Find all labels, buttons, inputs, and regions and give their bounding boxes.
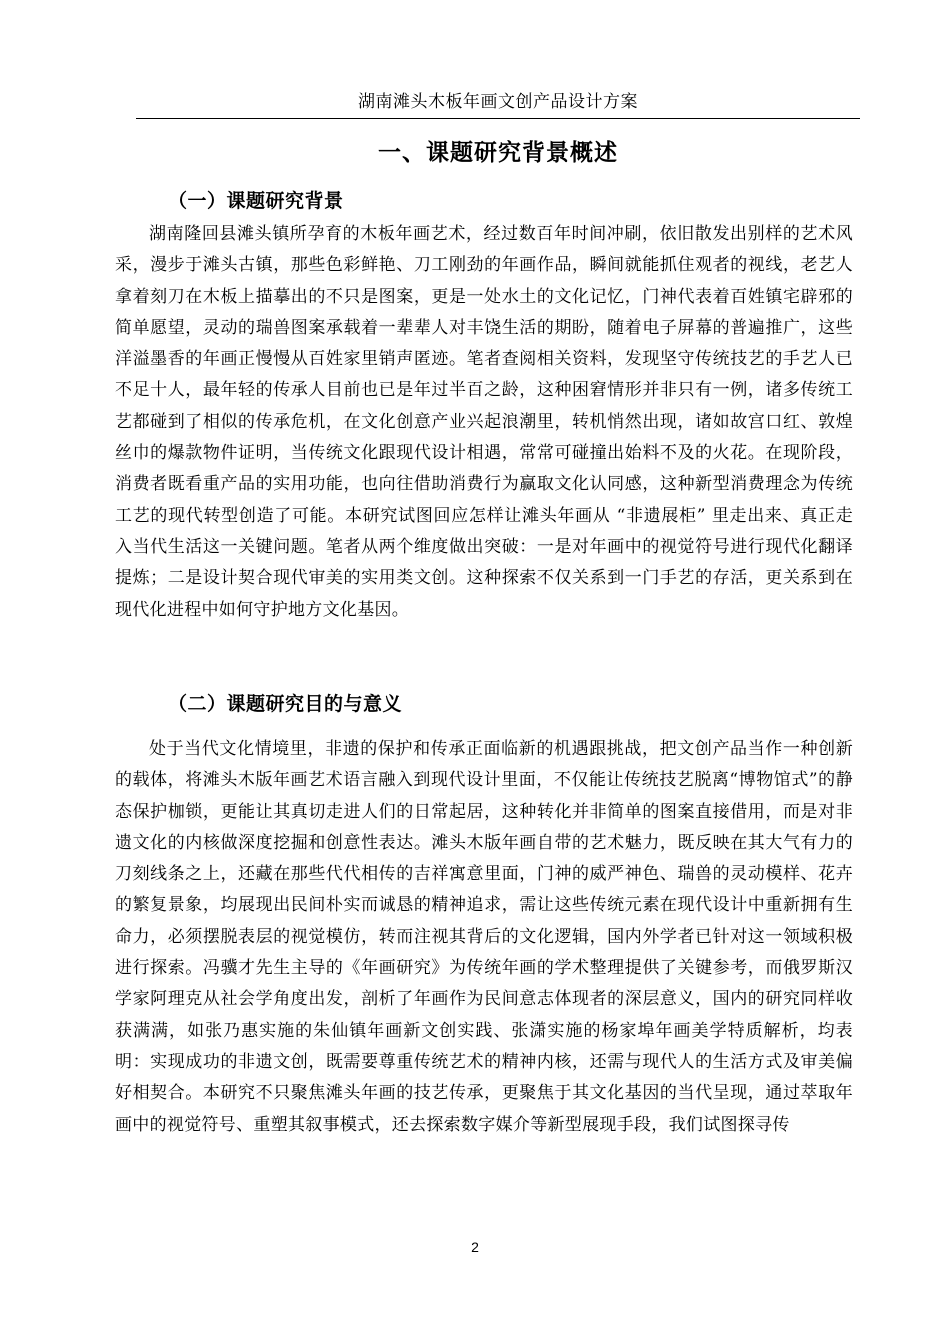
paragraph-purpose: 处于当代文化情境里，非遗的保护和传承正面临新的机遇跟挑战，把文创产品当作一种创新的载体，将滩头木版年画艺术语言融入到现代设计里面，不仅能让传统技艺脱离“博物馆式”的静态保护枷锁，更能让其真切走进人们的日常起居，这种转化并非简单的图案直接借用，而是对非遗文化的内核做深度挖掘和创意性表达。滩头木版年画自带的艺术魅力，既反映在其大气有力的刀刻线条之上，还藏在那些代代相传的吉祥寓意里面，门神的威严神色、瑞兽的灵动模样、花卉的繁复景象，均展现出民间朴实而诚恳的精神追求，需让这些传统元素在现代设计中重新拥有生命力，必须摆脱表层的视觉模仿，转而注视其背后的文化逻辑，国内外学者已针对这一领域积极进行探索。冯骥才先生主导的《年画研究》为传统年画的学术整理提供了关键参考，而俄罗斯汉学家阿理克从社会学角度出发，剖析了年画作为民间意志体现者的深层意义，国内的研究同样收获满满，如张乃惠实施的朱仙镇年画新文创实践、张潇实施的杨家埠年画美学特质解析，均表明：实现成功的非遗文创，既需要尊重传统艺术的精神内核，还需与现代人的生活方式及审美偏好相契合。本研究不只聚焦滩头年画的技艺传承，更聚焦于其文化基因的当代呈现，通过萃取年画中的视觉符号、重塑其叙事模式，还去探索数字媒介等新型展现手段，我们试图探寻传: [115, 739, 853, 1135]
section-heading-purpose: （二）课题研究目的与意义: [168, 693, 403, 715]
paragraph-background: 湖南隆回县滩头镇所孕育的木板年画艺术，经过数百年时间冲刷，依旧散发出别样的艺术风采，漫步于滩头古镇，那些色彩鲜艳、刀工刚劲的年画作品，瞬间就能抓住观者的视线，老艺人拿着刻刀在木板上描摹出的不只是图案，更是一处水土的文化记忆，门神代表着百姓镇宅辟邪的简单愿望，灵动的瑞兽图案承载着一辈辈人对丰饶生活的期盼，随着电子屏幕的普遍推广，这些洋溢墨香的年画正慢慢从百姓家里销声匿迹。笔者查阅相关资料，发现坚守传统技艺的手艺人已不足十人，最年轻的传承人目前也已是年过半百之龄，这种困窘情形并非只有一例，诸多传统工艺都碰到了相似的传承危机，在文化创意产业兴起浪潮里，转机悄然出现，诸如故宫口红、敦煌丝巾的爆款物件证明，当传统文化跟现代设计相遇，常常可碰撞出始料不及的火花。在现阶段，消费者既看重产品的实用功能，也向往借助消费行为赢取文化认同感，这种新型消费理念为传统工艺的现代转型创造了可能。本研究试图回应怎样让滩头年画从 “非遗展柜” 里走出来、真正走入当代生活这一关键问题。笔者从两个维度做出突破：一是对年画中的视觉符号进行现代化翻译提炼；二是设计契合现代审美的实用类文创。这种探索不仅关系到一门手艺的存活，更关系到在现代化进程中如何守护地方文化基因。: [115, 224, 853, 620]
section-heading-background: （一）课题研究背景: [168, 190, 344, 212]
chapter-title: 一、课题研究背景概述: [378, 140, 618, 166]
page-number: 2: [471, 1239, 479, 1255]
running-header: 湖南滩头木板年画文创产品设计方案: [358, 92, 638, 112]
header-divider: [136, 118, 860, 119]
